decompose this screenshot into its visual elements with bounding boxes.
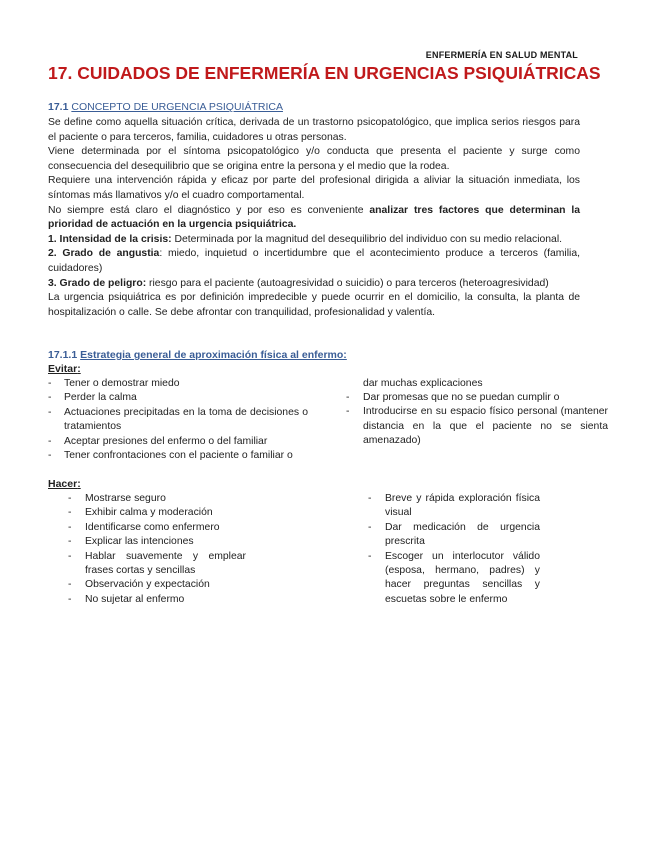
- factor-text: : miedo, inquietud o incertidumbre que el acontecimiento produce a terceros (familia, cuidadores): [48, 248, 581, 274]
- section-title: Estrategia general de aproximación física al enfermo:: [80, 349, 347, 361]
- list-item: - Observación y expectación: [68, 578, 246, 592]
- section-number: 17.1.1: [48, 349, 78, 361]
- list-item: - Identificarse como enfermero: [68, 521, 246, 535]
- factor-lead: 2. Grado de angustia: [48, 248, 160, 260]
- paragraph: Viene determinada por el síntoma psicopatológico y/o conducta que presenta el paciente y surge como consecuencia del desequilibrio que se origina entre la persona y el medio que la rodea.: [48, 146, 580, 172]
- list-item: - Explicar las intenciones: [68, 535, 246, 549]
- list-item: - Escoger un interlocutor válido (esposa, hermano, padres) y hacer preguntas sencillas y escuetas sobre le enfermo: [368, 550, 540, 608]
- paragraph-emphasis: analizar tres factores que determinan la prioridad de actuación en la urgencia psiquiátrica.: [48, 204, 580, 231]
- running-header: ENFERMERÍA EN SALUD MENTAL: [425, 50, 578, 60]
- list-item: - Perder la calma: [48, 391, 308, 405]
- paragraph-start: No siempre está claro el diagnóstico y por eso es conveniente: [48, 204, 370, 216]
- section-title: CONCEPTO DE URGENCIA PSIQUIÁTRICA: [71, 101, 283, 113]
- section-number: 17.1: [48, 101, 69, 113]
- avoid-list-right: [346, 391, 608, 449]
- list-item: - Hablar suavemente y emplear frases cortas y sencillas: [68, 550, 246, 579]
- do-label: Hacer:: [48, 478, 81, 490]
- list-item: - Exhibir calma y moderación: [68, 506, 246, 520]
- paragraph: Requiere una intervención rápida y eficaz por parte del profesional dirigida a aliviar la situación inmediata, los síntomas más llamativos y/o el cuadro comportamental.: [48, 175, 580, 201]
- avoid-list-left: [48, 377, 308, 463]
- list-item: - Breve y rápida exploración física visual: [368, 492, 540, 521]
- factor-text: Determinada por la magnitud del desequilibrio del individuo con su medio relacional.: [171, 233, 563, 245]
- list-item: - No sujetar al enfermo: [68, 593, 246, 607]
- list-item: - Mostrarse seguro: [68, 492, 246, 506]
- paragraph: La urgencia psiquiátrica es por definición impredecible y puede ocurrir en el domicilio, la consulta, la planta de hospitalización o calle. Se debe afrontar con tranquilidad, profesionalidad y valentía.: [48, 292, 580, 318]
- avoid-continuation: dar muchas explicaciones: [363, 378, 483, 389]
- list-item: - Tener o demostrar miedo: [48, 377, 308, 391]
- factor-lead: 3. Grado de peligro:: [48, 277, 147, 289]
- factor-item: [48, 233, 580, 248]
- paragraph: Se define como aquella situación crítica, derivada de un trastorno psicopatológico, que implica serios riesgos para el paciente o para terceros, familia, cuidadores u otras personas.: [48, 117, 580, 143]
- factor-item: [48, 247, 580, 276]
- factor-lead: 1. Intensidad de la crisis:: [48, 233, 172, 245]
- section-heading-17-1: [48, 101, 283, 113]
- factor-text: riesgo para el paciente (autoagresividad o suicidio) o para terceros (heteroagresividad): [146, 277, 549, 289]
- list-item: - Actuaciones precipitadas en la toma de decisiones o tratamientos: [48, 406, 308, 435]
- list-item: - Dar medicación de urgencia prescrita: [368, 521, 540, 550]
- section-17-1-body: [48, 116, 580, 320]
- do-list-right: [368, 492, 540, 607]
- factor-item: [48, 277, 580, 292]
- section-heading-17-1-1: [48, 349, 347, 361]
- list-item: - Aceptar presiones del enfermo o del familiar: [48, 435, 308, 449]
- chapter-title: 17. CUIDADOS DE ENFERMERÍA EN URGENCIAS PSIQUIÁTRICAS: [48, 63, 601, 83]
- list-item: - Dar promesas que no se puedan cumplir o: [346, 391, 608, 405]
- paragraph: [48, 204, 580, 233]
- do-list-left: [68, 492, 246, 607]
- list-item: - Introducirse en su espacio físico personal (mantener distancia en la que el paciente no se sienta amenazado): [346, 405, 608, 448]
- list-item: - Tener confrontaciones con el paciente o familiar o: [48, 449, 308, 463]
- avoid-label: Evitar:: [48, 363, 81, 375]
